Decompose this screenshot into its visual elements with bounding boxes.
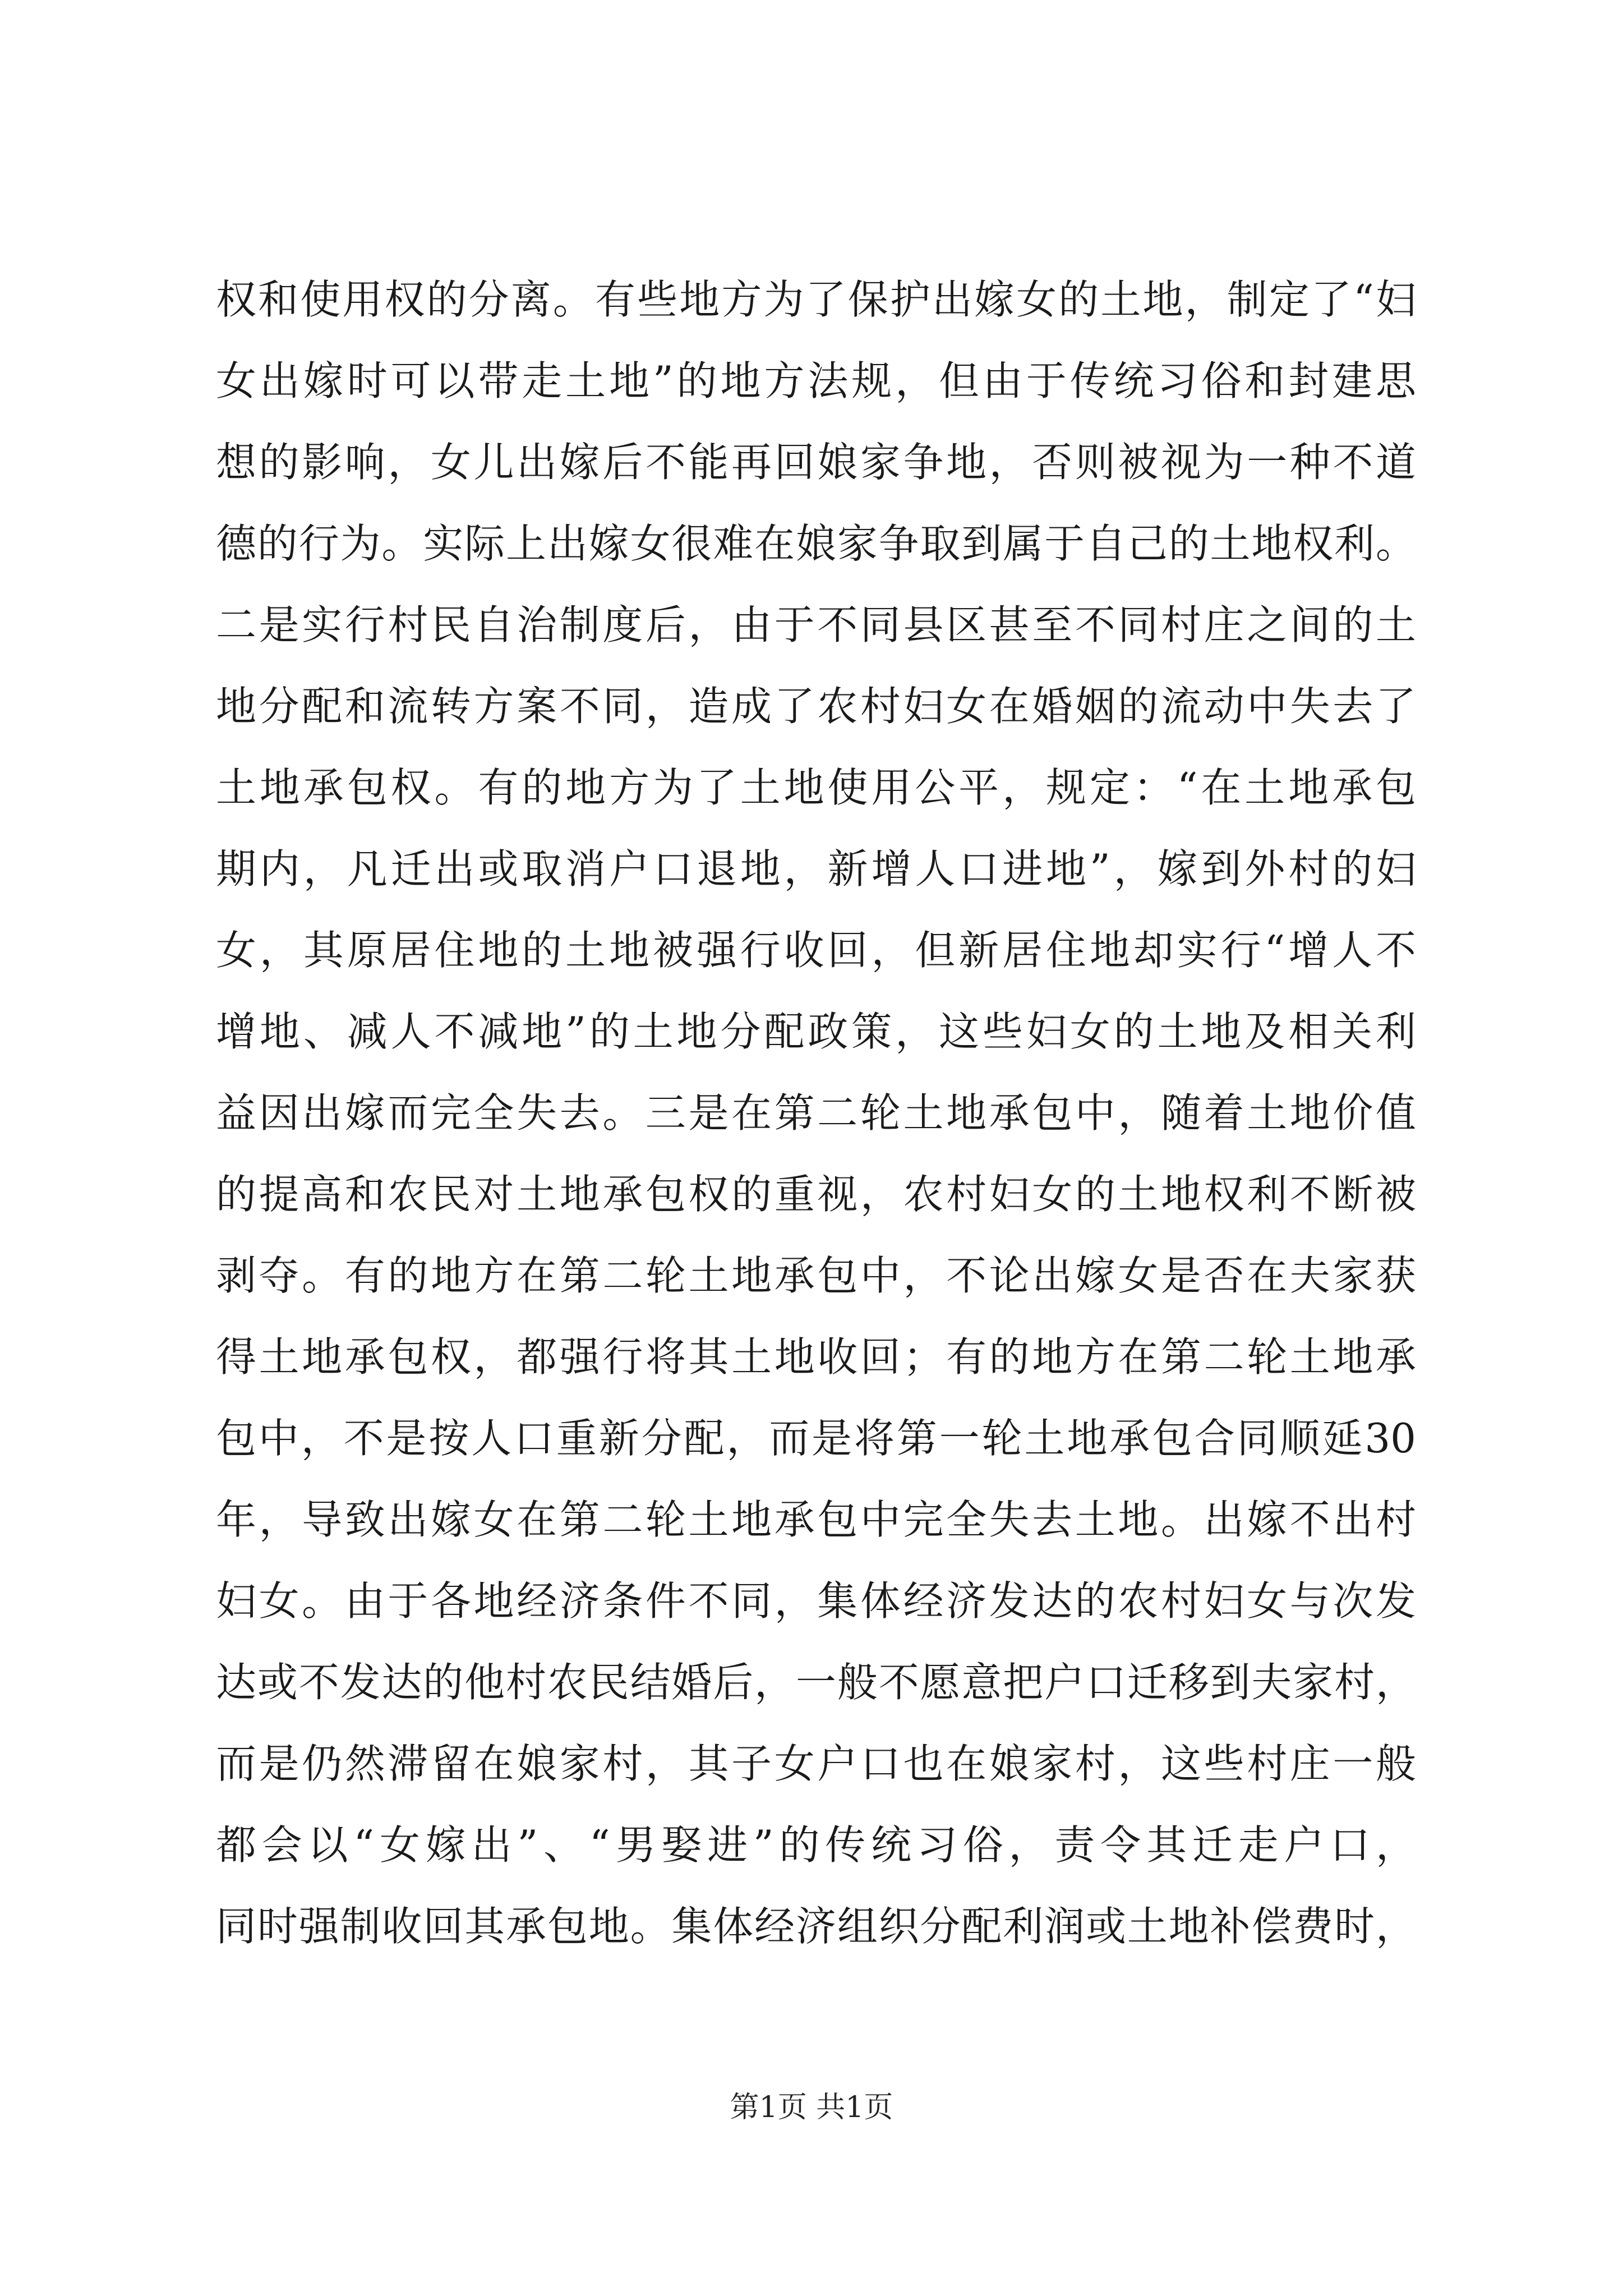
text-line: 女出嫁时可以带走土地”的地方法规，但由于传统习俗和封建思 [216, 357, 1416, 404]
text-line: 想的影响，女儿出嫁后不能再回娘家争地，否则被视为一种不道 [216, 439, 1416, 486]
text-line: 的提高和农民对土地承包权的重视，农村妇女的土地权利不断被 [216, 1171, 1416, 1218]
text-line: 增地、减人不减地”的土地分配政策，这些妇女的土地及相关利 [216, 1008, 1416, 1055]
text-line: 女，其原居住地的土地被强行收回，但新居住地却实行“增人不 [216, 927, 1416, 974]
text-line: 得土地承包权，都强行将其土地收回；有的地方在第二轮土地承 [216, 1333, 1416, 1381]
text-line: 妇女。由于各地经济条件不同，集体经济发达的农村妇女与次发 [216, 1577, 1416, 1625]
text-line: 二是实行村民自治制度后，由于不同县区甚至不同村庄之间的土 [216, 601, 1416, 648]
text-line: 地分配和流转方案不同，造成了农村妇女在婚姻的流动中失去了 [216, 683, 1416, 730]
page-footer: 第1页 共1页 [730, 2091, 893, 2124]
text-line: 都会以“女嫁出”、“男娶进”的传统习俗，责令其迁走户口， [216, 1821, 1416, 1869]
text-line: 同时强制收回其承包地。集体经济组织分配利润或土地补偿费时， [216, 1903, 1416, 1950]
body-text [216, 259, 1416, 1967]
text-line: 达或不发达的他村农民结婚后，一般不愿意把户口迁移到夫家村， [216, 1659, 1416, 1706]
text-line: 剥夺。有的地方在第二轮土地承包中，不论出嫁女是否在夫家获 [216, 1252, 1416, 1299]
text-line: 包中，不是按人口重新分配，而是将第一轮土地承包合同顺延30 [216, 1415, 1416, 1462]
text-line: 年，导致出嫁女在第二轮土地承包中完全失去土地。出嫁不出村 [216, 1496, 1416, 1543]
text-line: 权和使用权的分离。有些地方为了保护出嫁女的土地，制定了“妇 [216, 276, 1416, 323]
text-line: 益因出嫁而完全失去。三是在第二轮土地承包中，随着土地价值 [216, 1089, 1416, 1137]
text-line: 德的行为。实际上出嫁女很难在娘家争取到属于自己的土地权利。 [216, 520, 1416, 567]
text-line: 而是仍然滞留在娘家村，其子女户口也在娘家村，这些村庄一般 [216, 1740, 1416, 1787]
text-line: 期内，凡迁出或取消户口退地，新增人口进地”，嫁到外村的妇 [216, 845, 1416, 892]
text-line: 土地承包权。有的地方为了土地使用公平，规定：“在土地承包 [216, 764, 1416, 811]
